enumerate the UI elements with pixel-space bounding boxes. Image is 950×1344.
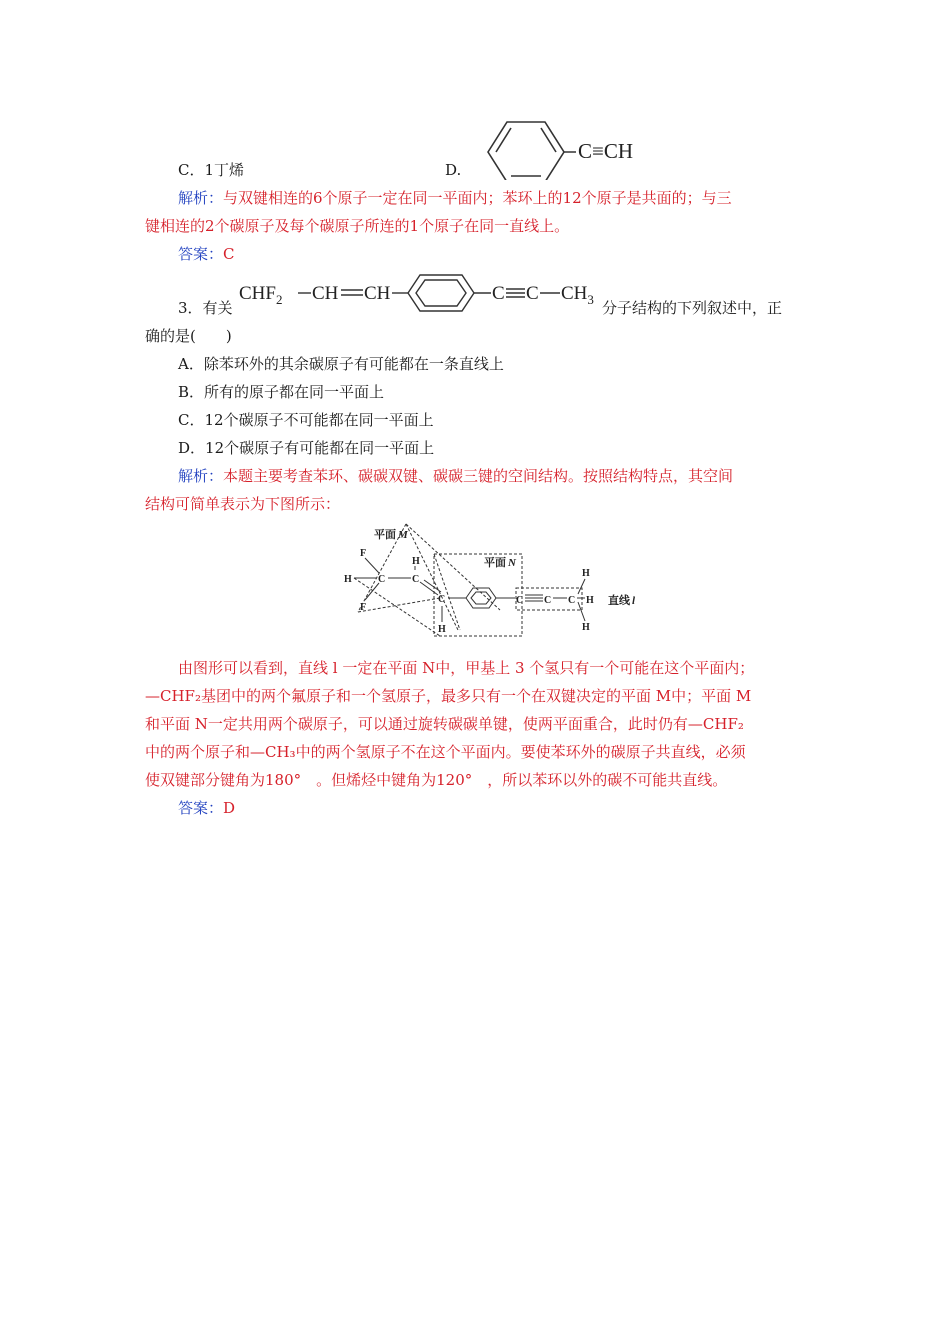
label-plane-m: 平面 <box>374 529 396 541</box>
q2-analysis-line2: 键相连的2个碳原子及每个碳原子所连的1个原子在同一直线上。 <box>145 217 570 235</box>
atom-h-bottom: H <box>438 624 446 635</box>
svg-text:CH3 <box>561 283 594 307</box>
atom-c-3: C <box>438 594 446 605</box>
label-n: N <box>508 557 516 569</box>
label-l: l <box>632 595 636 607</box>
q3-analysis-line2: 结构可简单表示为下图所示： <box>145 495 341 513</box>
q2-analysis-text1: 与双键相连的6个原子一定在同一平面内；苯环上的12个原子是共面的；与三 <box>223 189 732 207</box>
atom-h-methyl-right: H <box>586 595 594 606</box>
q3-explanation-line1: 由图形可以看到，直线 l 一定在平面 N中，甲基上 3 个氢只有一个可能在这个平面内； <box>178 659 755 677</box>
atom-c-2: C <box>412 574 420 585</box>
q3-answer <box>178 798 235 818</box>
q2-answer-value: C <box>223 245 235 263</box>
phenylacetylene-structure <box>470 120 655 180</box>
q3-option-b: B．所有的原子都在同一平面上 <box>178 383 385 401</box>
q3-molecule-structure <box>236 268 602 318</box>
formula-ch-1: CH <box>312 283 339 304</box>
q3-analysis-line1 <box>178 466 733 486</box>
q3-explanation-line3: 和平面 N一定共用两个碳原子，可以通过旋转碳碳单键，使两平面重合，此时仍有—CHF₂ <box>145 715 744 733</box>
q3-option-d: D．12个碳原子有可能都在同一平面上 <box>178 439 435 457</box>
spatial-structure-diagram <box>340 518 670 648</box>
q3-analysis-label: 解析： <box>178 467 224 485</box>
atom-f-top: F <box>360 548 367 559</box>
q3-option-c: C．12个碳原子不可能都在同一平面上 <box>178 411 434 429</box>
q2-answer <box>178 244 235 264</box>
label-line-l: 直线 <box>608 595 630 607</box>
formula-c-2: C <box>526 283 539 304</box>
q3-option-a: A．除苯环外的其余碳原子有可能都在一条直线上 <box>178 355 504 373</box>
q3-stem-prefix: 3．有关 <box>178 299 233 317</box>
svg-text:CHF2 <box>239 283 282 307</box>
q3-explanation-line5: 使双键部分键角为180° 。但烯烃中键角为120° ，所以苯环以外的碳不可能共直线。 <box>145 771 728 789</box>
q3-analysis-text1: 本题主要考查苯环、碳碳双键、碳碳三键的空间结构。按照结构特点，其空间 <box>223 467 734 485</box>
atom-h-methyl-top: H <box>582 568 590 579</box>
formula-c-1: C <box>492 283 505 304</box>
q3-stem-line2: 确的是( ) <box>145 327 232 345</box>
label-plane-n: 平面 <box>484 557 506 569</box>
benzene-ring-icon <box>488 122 564 180</box>
q3-answer-label: 答案： <box>178 799 224 817</box>
ethynyl-group: C≡CH <box>578 139 634 163</box>
atom-f-bottom: F <box>360 602 367 613</box>
formula-sub3: 3 <box>587 292 594 307</box>
atom-c-4: C <box>516 595 524 606</box>
q2-option-c: C．1丁烯 <box>178 161 245 179</box>
q3-explanation-line2: —CHF₂基团中的两个氟原子和一个氢原子，最多只有一个在双键决定的平面 M中；平面 M <box>145 687 752 705</box>
formula-ch-2: CH <box>364 283 391 304</box>
atom-h-top: H <box>412 556 420 567</box>
q3-answer-value: D <box>223 799 236 817</box>
formula-ch3: CH <box>561 283 588 304</box>
para-benzene-ring-icon <box>408 275 474 311</box>
formula-chf: CHF <box>239 283 276 304</box>
formula-sub2: 2 <box>275 292 283 307</box>
q2-option-d: D. <box>445 161 462 179</box>
q2-analysis-line1 <box>178 188 732 208</box>
atom-h-methyl-bottom: H <box>582 622 590 633</box>
label-m: M <box>398 529 408 541</box>
q3-explanation-line4: 中的两个原子和—CH₃中的两个氢原子不在这个平面内。要使苯环外的碳原子共直线，必须 <box>145 743 746 761</box>
atom-h-left: H <box>344 574 352 585</box>
atom-c-5: C <box>544 595 552 606</box>
q2-answer-label: 答案： <box>178 245 224 263</box>
diagram-benzene-ring-icon <box>466 588 496 608</box>
atom-c-1: C <box>378 574 386 585</box>
q3-stem-suffix: 分子结构的下列叙述中，正 <box>602 299 783 317</box>
atom-c-6: C <box>568 595 576 606</box>
q2-analysis-label: 解析： <box>178 189 224 207</box>
